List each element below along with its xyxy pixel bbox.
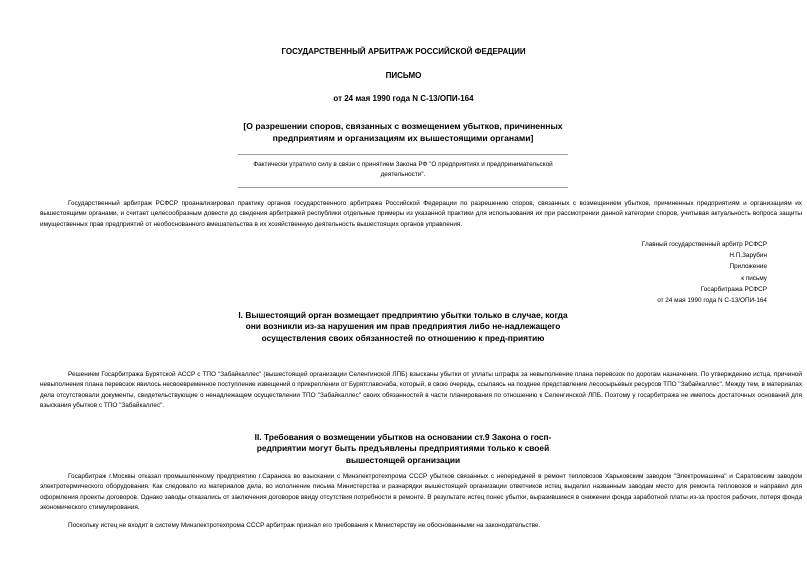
appendix-org: Госарбитража РСФСР	[700, 285, 767, 293]
document-subject: [О разрешении споров, связанных с возмещением убытков, причиненных предприятиям и организациям их вышестоящими органами]	[243, 121, 563, 143]
appendix-to: к письму	[741, 274, 767, 282]
divider-bottom	[238, 187, 568, 188]
signature-block	[547, 239, 767, 306]
document-issuer: ГОСУДАРСТВЕННЫЙ АРБИТРАЖ РОССИЙСКОЙ ФЕДЕРАЦИИ	[281, 47, 526, 56]
appendix-ref: от 24 мая 1990 года N С-13/ОПИ-164	[657, 297, 767, 305]
section-2-paragraph-1: Госарбитраж г.Москвы отказал промышленному предприятию г.Саранска во взыскании с Минэлектротехпрома СССР убытков связанных с непередачей в ремонт тепловозов Харьковским заводом "Электромашина" и Саратовским заводом электротермического оборудования. Как следовало из материалов дела, во исполнение письма Министерства и разнарядки вышестоящей организации ответчиков истец выделил названным заводам место для ремонта тепловозов и направил для оформления проекты договоров. Однако заводы отказались от заключения договоров ввиду отсутствия потребности в ремонте. В результате истец понес убытки, выразившиеся в снижении фонда заработной платы из-за простоя рабочих, потеря фонда экономического стимулирования.	[40, 473, 802, 511]
signer-name: Н.П.Зарубин	[729, 252, 767, 260]
section-1-heading: I. Вышестоящий орган возмещает предприятию убытки только в случае, когда они возникли из-за нарушения им прав предприятия либо не-надлежащего осуществления своих обязанностей по отношению к пред-приятию	[238, 310, 568, 343]
section-2-paragraph-2: Поскольку истец не входит в систему Минэлектротехпрома СССР арбитраж признал его требования к Министерству не обоснованными на законодательстве.	[68, 522, 541, 529]
validity-note: Фактически утратило силу в связи с принятием Закона РФ "О предприятиях и предпринимательской деятельности".	[253, 161, 553, 178]
section-1-paragraph: Решением Госарбитража Бурятской АССР с ТПО "Забайкаллес" (вышестоящей организации Селенгинской ЛПБ) взысканы убытки от уплаты штрафа за невыполнение плана перевозок по дорогам назначения. По утверждению истца, причиной невыполнения плана перевозок явилось несвоевременное поступление извещений о прикреплении от Бурятглавснаба, который, в свою очередь, ссылаясь на позднее представление лесосырьевых ресурсов ТПО "Забайкаллес". Между тем, в материалах дела отсутствовали документы, свидетельствующие о ненадлежащем осуществлении ТПО "Забайкаллес" своих обязанностей в части планирования по отношению к Селенгинской ЛПБ. Поэтому у госарбитража не имелось достаточных оснований для взыскания убытков с ТПО "Забайкаллес".	[40, 371, 803, 409]
document-date-number: от 24 мая 1990 года N С-13/ОПИ-164	[333, 94, 474, 103]
signer-position: Главный государственный арбитр РСФСР	[641, 241, 767, 248]
intro-paragraph: Государственный арбитраж РСФСР проанализировал практику органов государственного арбитража Российской Федерации по разрешению споров, связанных с возмещением убытков, причиненных предприятиям и организациям их вышестоящими органами, и считает целесообразным довести до сведения арбитражей республики отдельные примеры из указанной практики для использования их при рассмотрении данной категории споров, учитывая актуальность вопроса защиты имущественных прав предприятий от необоснованного вмешательства в их хозяйственную деятельность вышестоящих органов управления.	[40, 200, 802, 228]
section-2-heading: II. Требования о возмещении убытков на основании ст.9 Закона о госп- редприятии могут быть предъявлены предприятиями только к своей вышестоящей организации	[254, 432, 552, 465]
divider-top	[238, 154, 568, 155]
document-type: ПИСЬМО	[385, 71, 422, 80]
appendix-label: Приложение	[729, 263, 767, 271]
